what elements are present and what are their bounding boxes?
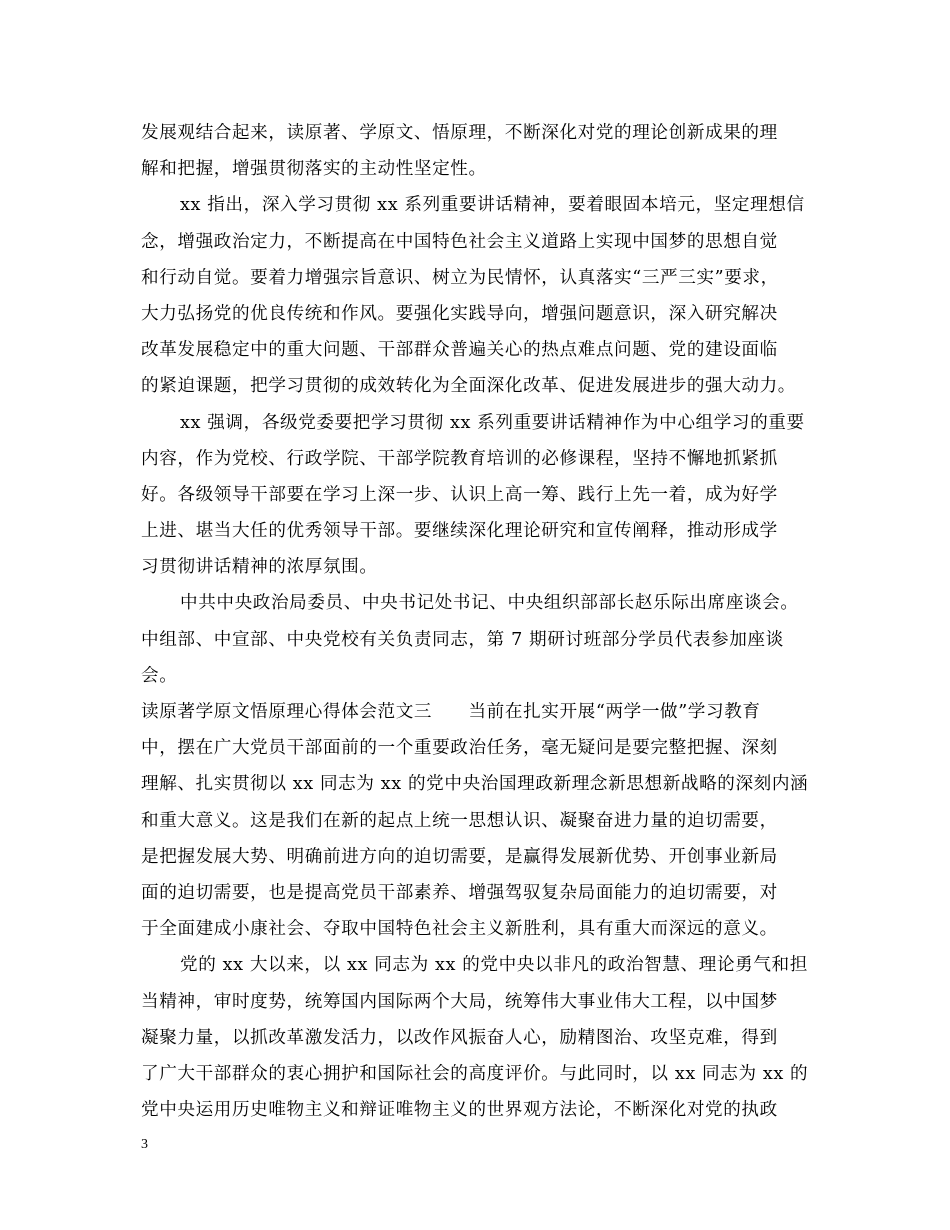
text-line: 上进、堪当大任的优秀领导干部。要继续深化理论研究和宣传阐释，推动形成学	[141, 521, 778, 542]
document-body	[141, 115, 821, 1128]
text-line: 会。	[141, 665, 178, 686]
text-line: 了广大干部群众的衷心拥护和国际社会的高度评价。与此同时，以 xx 同志为 xx 的	[141, 1063, 809, 1084]
text-line: 好。各级领导干部要在学习上深一步、认识上高一筹、践行上先一着，成为好学	[141, 484, 778, 505]
text-line: 解和把握，增强贯彻落实的主动性坚定性。	[141, 159, 487, 180]
text-line: 中，摆在广大党员干部面前的一个重要政治任务，毫无疑问是要完整把握、深刻	[141, 738, 778, 759]
text-line: 凝聚力量，以抓改革激发活力，以改作风振奋人心，励精图治、攻坚克难，得到	[141, 1027, 778, 1048]
text-line: 发展观结合起来，读原著、学原文、悟原理，不断深化对党的理论创新成果的理	[141, 123, 778, 143]
text-line: 中组部、中宣部、中央党校有关负责同志，第 7 期研讨班部分学员代表参加座谈	[141, 629, 784, 650]
text-line: 和行动自觉。要着力增强宗旨意识、树立为民情怀，认真落实“三严三实”要求，	[141, 267, 779, 288]
text-line: 读原著学原文悟原理心得体会范文三 当前在扎实开展“两学一做”学习教育	[141, 702, 761, 722]
text-line: 和重大意义。这是我们在新的起点上统一思想认识、凝聚奋进力量的迫切需要，	[141, 810, 778, 831]
text-line: 习贯彻讲话精神的浓厚氛围。	[141, 557, 378, 578]
text-line: xx 强调，各级党委要把学习贯彻 xx 系列重要讲话精神作为中心组学习的重要	[180, 412, 805, 433]
text-line: 于全面建成小康社会、夺取中国特色社会主义新胜利，具有重大而深远的意义。	[141, 919, 778, 940]
text-line: 是把握发展大势、明确前进方向的迫切需要，是赢得发展新优势、开创事业新局	[141, 846, 778, 867]
text-line: 党的 xx 大以来，以 xx 同志为 xx 的党中央以非凡的政治智慧、理论勇气和担	[180, 955, 808, 976]
text-line: 内容，作为党校、行政学院、干部学院教育培训的必修课程，坚持不懈地抓紧抓	[141, 448, 778, 469]
text-line: 面的迫切需要，也是提高党员干部素养、增强驾驭复杂局面能力的迫切需要，对	[141, 882, 778, 903]
text-line: 的紧迫课题，把学习贯彻的成效转化为全面深化改革、促进发展进步的强大动力。	[141, 376, 796, 397]
text-line: 当精神，审时度势，统筹国内国际两个大局，统筹伟大事业伟大工程，以中国梦	[141, 991, 778, 1012]
text-line: 党中央运用历史唯物主义和辩证唯物主义的世界观方法论，不断深化对党的执政	[141, 1100, 778, 1121]
text-line: 理解、扎实贯彻以 xx 同志为 xx 的党中央治国理政新理念新思想新战略的深刻内涵	[141, 774, 809, 795]
text-line: 念，增强政治定力，不断提高在中国特色社会主义道路上实现中国梦的思想自觉	[141, 231, 778, 252]
text-line: xx 指出，深入学习贯彻 xx 系列重要讲话精神，要着眼固本培元，坚定理想信	[180, 195, 805, 216]
text-line: 大力弘扬党的优良传统和作风。要强化实践导向，增强问题意识，深入研究解决	[141, 303, 778, 324]
text-line: 改革发展稳定中的重大问题、干部群众普遍关心的热点难点问题、党的建设面临	[141, 340, 778, 361]
text-line: 中共中央政治局委员、中央书记处书记、中央组织部部长赵乐际出席座谈会。	[180, 593, 799, 614]
page-number: 3	[141, 1137, 148, 1152]
